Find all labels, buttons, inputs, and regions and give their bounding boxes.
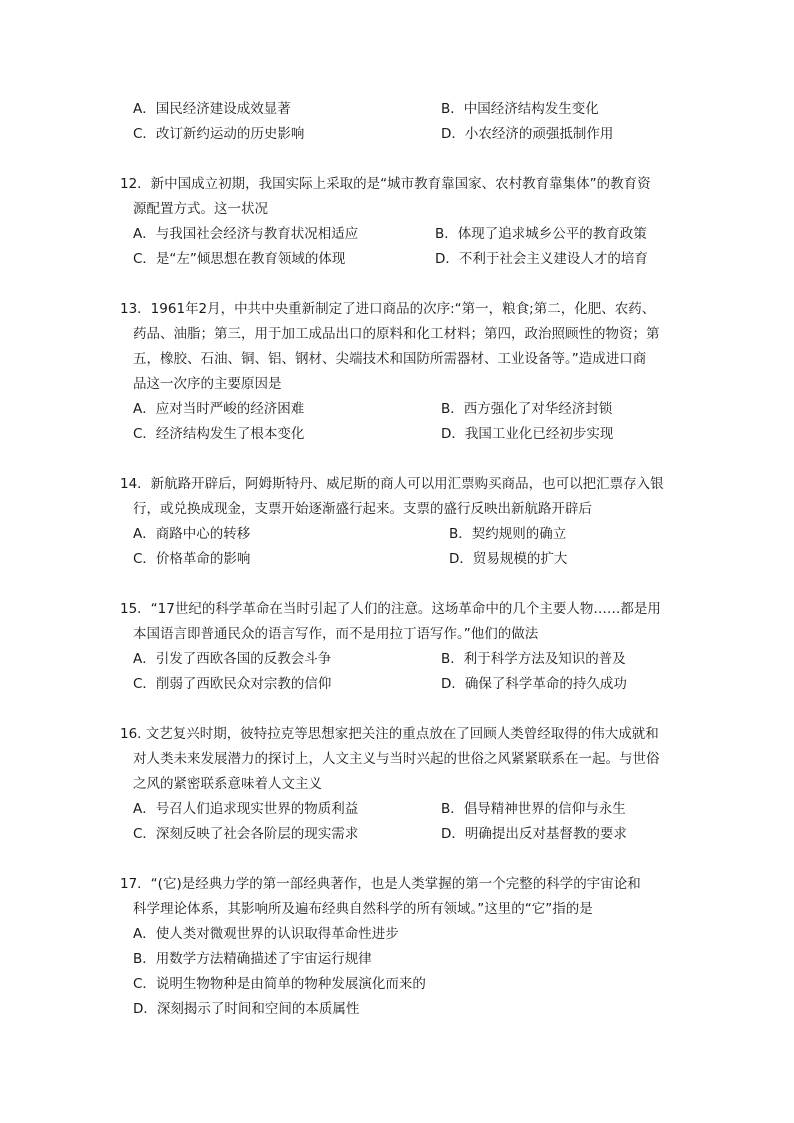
option-d: D．明确提出反对基督教的要求 [441,826,627,842]
question-text: 本国语言即普通民众的语言写作，而不是用拉丁语写作。”他们的做法 [133,626,539,642]
question-text: 12．新中国成立初期，我国实际上采取的是“城市教育靠国家、农村教育靠集体”的教育资 [120,176,651,192]
question-text: 科学理论体系，其影响所及遍布经典自然科学的所有领域。”这里的“它”指的是 [133,901,593,917]
option-d: D．小农经济的顽强抵制作用 [441,126,614,142]
option-c: C．削弱了西欧民众对宗教的信仰 [133,676,332,692]
option-b: B．用数学方法精确描述了宇宙运行规律 [133,951,372,967]
question-text: 五，橡胶、石油、铜、铝、钢材、尖端技术和国防所需器材、工业设备等。”造成进口商 [133,351,647,367]
option-c: C．经济结构发生了根本变化 [133,426,305,442]
option-a: A．国民经济建设成效显著 [133,101,291,117]
option-b: B．利于科学方法及知识的普及 [441,651,626,667]
question-text: 行，或兑换成现金，支票开始逐渐盛行起来。支票的盛行反映出新航路开辟后 [133,501,592,517]
question-text: 16. 文艺复兴时期，彼特拉克等思想家把关注的重点放在了回顾人类曾经取得的伟大成就和 [120,726,659,742]
option-d: D．不利于社会主义建设人才的培育 [435,251,648,267]
question-text: 药品、油脂；第三，用于加工成品出口的原料和化工材料；第四，政治照顾性的物资；第 [133,326,660,342]
question-text: 之风的紧密联系意味着人文主义 [133,776,322,792]
option-c: C．改订新约运动的历史影响 [133,126,305,142]
option-a: A．引发了西欧各国的反教会斗争 [133,651,332,667]
option-c: C．说明生物物种是由简单的物种发展演化而来的 [133,976,426,992]
option-c: C．深刻反映了社会各阶层的现实需求 [133,826,359,842]
question-text: 品这一次序的主要原因是 [133,376,282,392]
option-d: D．我国工业化已经初步实现 [441,426,614,442]
option-b: B．倡导精神世界的信仰与永生 [441,801,626,817]
option-b: B．中国经济结构发生变化 [441,101,599,117]
option-d: D．贸易规模的扩大 [449,551,568,567]
option-d: D．深刻揭示了时间和空间的本质属性 [133,1001,360,1017]
option-b: B．契约规则的确立 [449,526,567,542]
option-a: A．与我国社会经济与教育状况相适应 [133,226,359,242]
question-text: 17．“(它)是经典力学的第一部经典著作，也是人类掌握的第一个完整的科学的宇宙论和 [120,876,641,892]
question-text: 15．“17世纪的科学革命在当时引起了人们的注意。这场革命中的几个主要人物……都是用 [120,601,661,617]
question-text: 13．1961年2月，中共中央重新制定了进口商品的次序:“第一，粮食;第二，化肥、农药、 [120,301,656,317]
option-b: B．西方强化了对华经济封锁 [441,401,613,417]
question-text: 对人类未来发展潜力的探讨上，人文主义与当时兴起的世俗之风紧紧联系在一起。与世俗 [133,751,660,767]
option-c: C．是“左”倾思想在教育领域的体现 [133,251,346,267]
option-a: A．商路中心的转移 [133,526,251,542]
option-a: A．号召人们追求现实世界的物质利益 [133,801,359,817]
option-a: A．使人类对微观世界的认识取得革命性进步 [133,926,399,942]
question-text: 14．新航路开辟后，阿姆斯特丹、威尼斯的商人可以用汇票购买商品，也可以把汇票存入银 [120,476,664,492]
option-b: B．体现了追求城乡公平的教育政策 [435,226,647,242]
option-a: A．应对当时严峻的经济困难 [133,401,305,417]
question-text: 源配置方式。这一状况 [133,201,268,217]
option-c: C．价格革命的影响 [133,551,251,567]
option-d: D．确保了科学革命的持久成功 [441,676,627,692]
